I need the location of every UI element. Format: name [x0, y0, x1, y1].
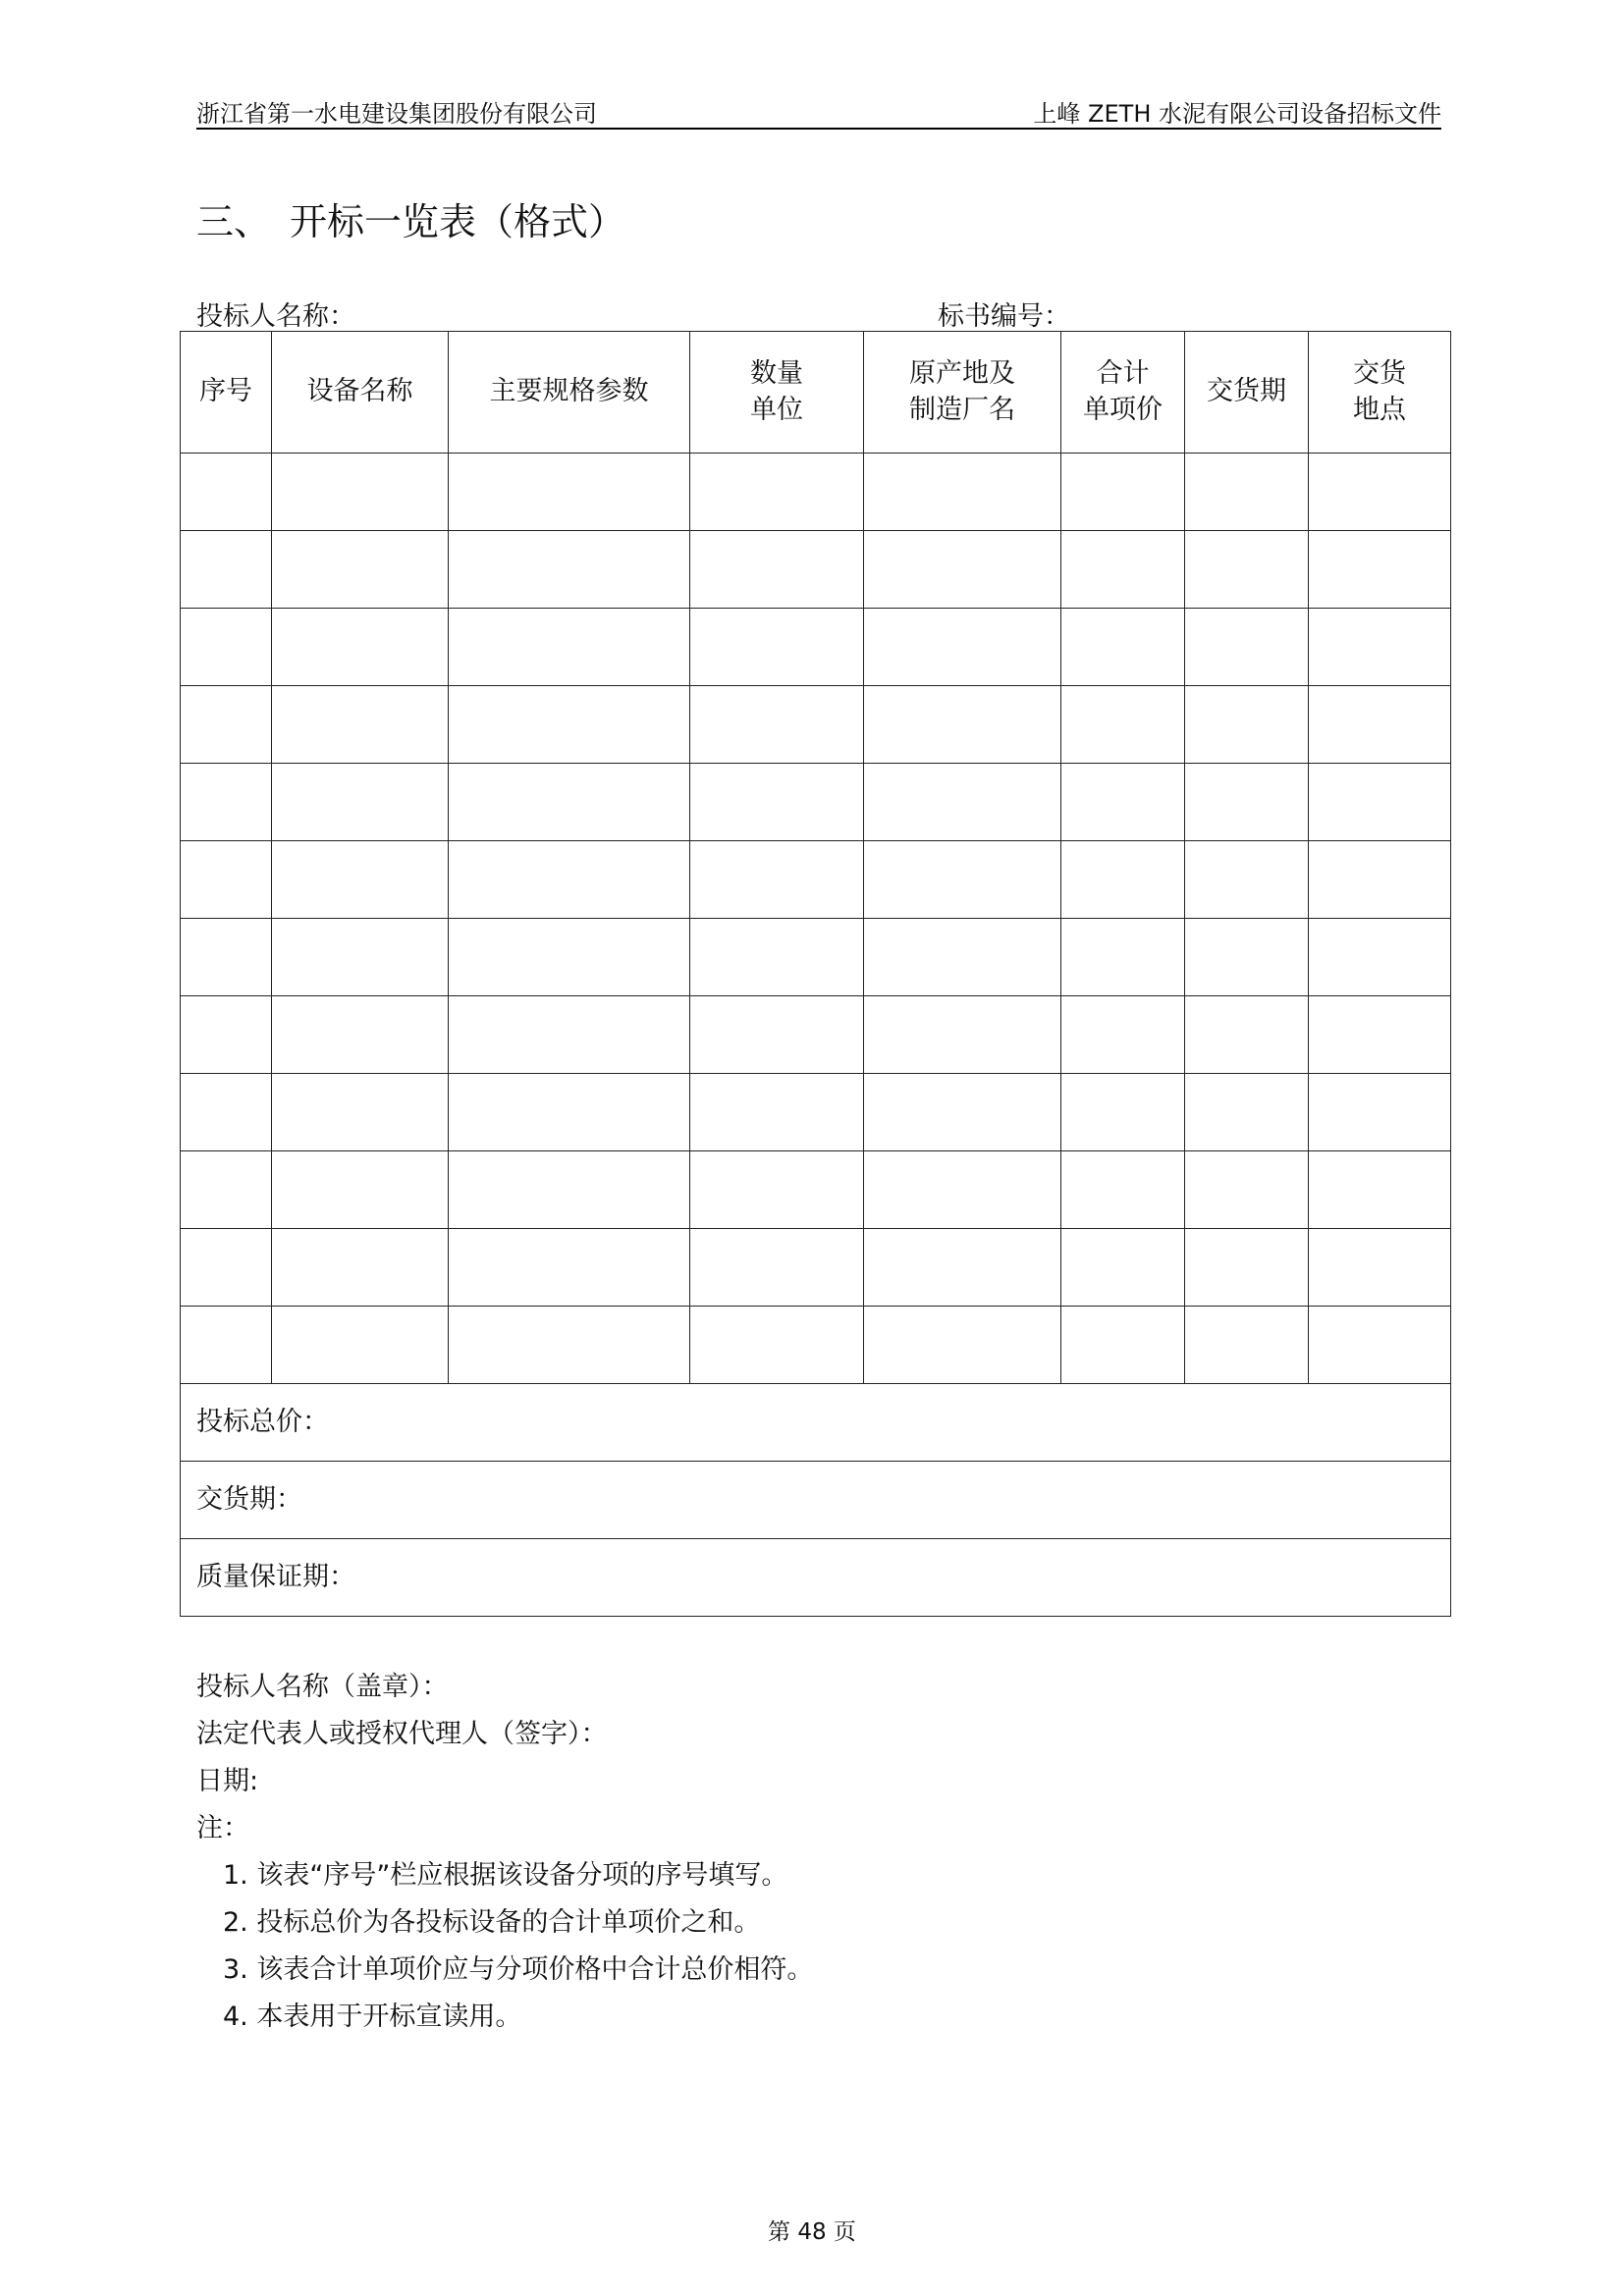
table-cell[interactable]	[690, 919, 864, 996]
column-header	[272, 332, 449, 454]
summary-row	[181, 1539, 1451, 1617]
column-header-text: 序号	[199, 376, 252, 407]
table-cell[interactable]	[272, 841, 449, 919]
column-header	[690, 332, 864, 454]
date-label: 日期:	[196, 1766, 259, 1796]
table-cell[interactable]	[272, 609, 449, 686]
bid-summary-table	[180, 331, 1451, 1617]
table-cell[interactable]	[1061, 764, 1185, 841]
table-cell[interactable]	[272, 454, 449, 531]
table-row	[181, 454, 1451, 531]
signature-block	[196, 1664, 813, 2041]
table-cell[interactable]	[1185, 609, 1309, 686]
column-header-text: 原产地及	[909, 358, 1015, 390]
table-cell[interactable]	[1061, 609, 1185, 686]
column-header-text: 单位	[750, 394, 803, 425]
table-cell[interactable]	[449, 686, 690, 764]
table-cell[interactable]	[272, 531, 449, 609]
table-cell[interactable]	[449, 1229, 690, 1307]
table-header-row	[181, 332, 1451, 454]
table-cell[interactable]	[1185, 454, 1309, 531]
summary-row	[181, 1384, 1451, 1462]
table-cell[interactable]	[690, 764, 864, 841]
table-row	[181, 531, 1451, 609]
column-header-text: 制造厂名	[909, 394, 1015, 425]
table-cell[interactable]	[690, 1074, 864, 1151]
notes-list	[196, 1852, 813, 2041]
table-row	[181, 1074, 1451, 1151]
table-cell[interactable]	[864, 686, 1061, 764]
page-number: 第 48 页	[768, 2219, 856, 2245]
table-row	[181, 1229, 1451, 1307]
table-cell[interactable]	[181, 764, 272, 841]
tender-number-label: 标书编号：	[938, 301, 1070, 332]
table-cell[interactable]	[1309, 1151, 1451, 1229]
table-cell[interactable]	[690, 841, 864, 919]
table-cell[interactable]	[181, 686, 272, 764]
table-cell[interactable]	[181, 1307, 272, 1384]
table-cell[interactable]	[272, 764, 449, 841]
table-cell[interactable]	[272, 919, 449, 996]
table-cell[interactable]	[272, 1151, 449, 1229]
section-heading: 开标一览表（格式）	[290, 200, 626, 243]
table-cell[interactable]	[449, 531, 690, 609]
note-item: 2. 投标总价为各投标设备的合计单项价之和。	[223, 1907, 761, 1938]
table-cell[interactable]	[864, 1151, 1061, 1229]
table-cell[interactable]	[690, 609, 864, 686]
summary-row	[181, 1462, 1451, 1539]
table-cell[interactable]	[181, 996, 272, 1074]
table-cell[interactable]	[449, 919, 690, 996]
note-item: 3. 该表合计单项价应与分项价格中合计总价相符。	[223, 1954, 814, 1985]
summary-cell[interactable]: 投标总价：	[181, 1384, 1451, 1462]
table-cell[interactable]	[449, 1074, 690, 1151]
table-cell[interactable]	[690, 686, 864, 764]
summary-cell[interactable]: 质量保证期：	[181, 1539, 1451, 1617]
column-header-text: 合计	[1096, 358, 1150, 390]
table-cell[interactable]	[864, 841, 1061, 919]
column-header-text: 设备名称	[306, 376, 413, 407]
table-cell[interactable]	[1061, 996, 1185, 1074]
table-cell[interactable]	[1061, 841, 1185, 919]
table-cell[interactable]	[1061, 686, 1185, 764]
table-row	[181, 686, 1451, 764]
table-cell[interactable]	[181, 454, 272, 531]
table-cell[interactable]	[449, 841, 690, 919]
table-cell[interactable]	[1309, 454, 1451, 531]
header-document-title: 上峰 ZETH 水泥有限公司设备招标文件	[1033, 100, 1441, 128]
table-cell[interactable]	[1061, 1074, 1185, 1151]
note-item: 4. 本表用于开标宣读用。	[223, 2002, 522, 2032]
table-cell[interactable]	[272, 1307, 449, 1384]
table-row	[181, 841, 1451, 919]
table-row	[181, 1307, 1451, 1384]
column-header	[864, 332, 1061, 454]
table-cell[interactable]	[864, 531, 1061, 609]
table-cell[interactable]	[690, 1151, 864, 1229]
table-cell[interactable]	[272, 686, 449, 764]
table-cell[interactable]	[1185, 764, 1309, 841]
table-cell[interactable]	[1185, 1229, 1309, 1307]
table-cell[interactable]	[1185, 919, 1309, 996]
table-cell[interactable]	[1185, 1307, 1309, 1384]
summary-cell[interactable]: 交货期：	[181, 1462, 1451, 1539]
table-cell[interactable]	[181, 919, 272, 996]
table-row	[181, 764, 1451, 841]
table-cell[interactable]	[181, 531, 272, 609]
header-divider	[196, 128, 1441, 130]
table-cell[interactable]	[272, 1229, 449, 1307]
table-cell[interactable]	[1061, 1229, 1185, 1307]
table-cell[interactable]	[1185, 996, 1309, 1074]
table-cell[interactable]	[864, 609, 1061, 686]
table-cell[interactable]	[1309, 609, 1451, 686]
representative-signature-label: 法定代表人或授权代理人（签字）：	[196, 1719, 608, 1749]
table-row	[181, 1151, 1451, 1229]
table-cell[interactable]	[864, 919, 1061, 996]
table-cell[interactable]	[864, 1229, 1061, 1307]
column-header	[181, 332, 272, 454]
table-cell[interactable]	[272, 1074, 449, 1151]
bidder-name-label: 投标人名称：	[196, 301, 355, 332]
column-header-text: 数量	[750, 358, 803, 390]
column-header	[1309, 332, 1451, 454]
notes-label: 注：	[196, 1813, 249, 1843]
section-number: 三、	[196, 200, 272, 243]
table-cell[interactable]	[1185, 686, 1309, 764]
table-cell[interactable]	[181, 841, 272, 919]
column-header	[449, 332, 690, 454]
table-cell[interactable]	[181, 1074, 272, 1151]
column-header-text: 交货	[1353, 358, 1406, 390]
table-cell[interactable]	[449, 996, 690, 1074]
column-header-text: 主要规格参数	[489, 376, 649, 407]
table-cell[interactable]	[690, 996, 864, 1074]
table-cell[interactable]	[690, 1229, 864, 1307]
table-row	[181, 996, 1451, 1074]
table-cell[interactable]	[690, 454, 864, 531]
table-row	[181, 609, 1451, 686]
section-title	[196, 191, 625, 245]
table-cell[interactable]	[1309, 996, 1451, 1074]
table-cell[interactable]	[1185, 841, 1309, 919]
column-header	[1185, 332, 1309, 454]
table-cell[interactable]	[690, 531, 864, 609]
table-cell[interactable]	[1061, 531, 1185, 609]
table-cell[interactable]	[864, 996, 1061, 1074]
table-cell[interactable]	[1309, 1074, 1451, 1151]
table-cell[interactable]	[1185, 1151, 1309, 1229]
table-cell[interactable]	[1061, 1307, 1185, 1384]
table-cell[interactable]	[181, 609, 272, 686]
table-cell[interactable]	[864, 1307, 1061, 1384]
table-row	[181, 919, 1451, 996]
column-header	[1061, 332, 1185, 454]
table-cell[interactable]	[1309, 1307, 1451, 1384]
table-cell[interactable]	[1309, 919, 1451, 996]
table-cell[interactable]	[864, 454, 1061, 531]
table-cell[interactable]	[1309, 531, 1451, 609]
table-cell[interactable]	[272, 996, 449, 1074]
column-header-text: 交货期	[1207, 376, 1286, 407]
table-cell[interactable]	[864, 1074, 1061, 1151]
table-cell[interactable]	[1061, 919, 1185, 996]
table-cell[interactable]	[1309, 841, 1451, 919]
table-cell[interactable]	[1061, 1151, 1185, 1229]
bidder-seal-label: 投标人名称（盖章）：	[196, 1672, 449, 1702]
table-cell[interactable]	[1185, 531, 1309, 609]
table-cell[interactable]	[181, 1229, 272, 1307]
column-header-text: 地点	[1353, 394, 1406, 425]
table-cell[interactable]	[1061, 454, 1185, 531]
table-cell[interactable]	[449, 454, 690, 531]
table-cell[interactable]	[449, 764, 690, 841]
table-cell[interactable]	[1309, 686, 1451, 764]
table-cell[interactable]	[864, 764, 1061, 841]
table-cell[interactable]	[449, 1307, 690, 1384]
table-cell[interactable]	[1309, 764, 1451, 841]
table-cell[interactable]	[1309, 1229, 1451, 1307]
header-company: 浙江省第一水电建设集团股份有限公司	[196, 100, 597, 128]
table-cell[interactable]	[449, 609, 690, 686]
column-header-text: 单项价	[1083, 394, 1163, 425]
table-cell[interactable]	[690, 1307, 864, 1384]
table-cell[interactable]	[449, 1151, 690, 1229]
note-item: 1. 该表“序号”栏应根据该设备分项的序号填写。	[223, 1860, 788, 1891]
table-cell[interactable]	[181, 1151, 272, 1229]
table-cell[interactable]	[1185, 1074, 1309, 1151]
